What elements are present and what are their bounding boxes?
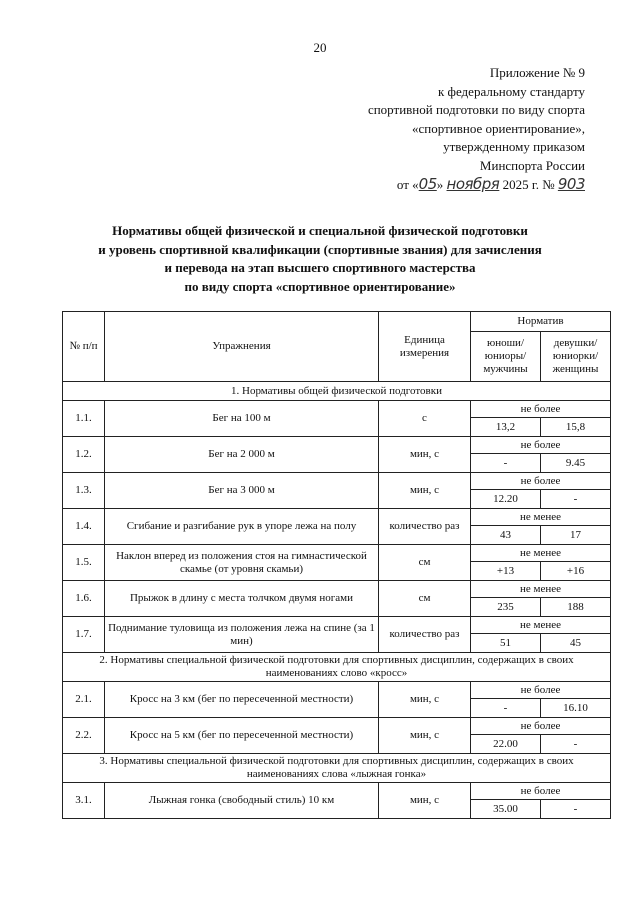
table-row bbox=[63, 545, 611, 562]
male-value: - bbox=[471, 699, 541, 718]
appendix-line: Минспорта России bbox=[479, 157, 585, 173]
order-number-handwritten: 903 bbox=[557, 175, 585, 193]
row-num: 3.1. bbox=[63, 783, 105, 819]
order-month-handwritten: ноября bbox=[446, 175, 500, 193]
norm-label: не более bbox=[471, 473, 611, 490]
section-row bbox=[63, 653, 611, 682]
female-value: 188 bbox=[541, 598, 611, 617]
table-row bbox=[63, 718, 611, 735]
date-prefix: от « bbox=[396, 177, 419, 192]
norm-label: не более bbox=[471, 783, 611, 800]
male-value: 43 bbox=[471, 526, 541, 545]
header-num: № п/п bbox=[63, 312, 105, 382]
row-unit: количество раз bbox=[379, 509, 471, 545]
appendix-line: к федеральному стандарту bbox=[437, 83, 585, 99]
female-value: 16.10 bbox=[541, 699, 611, 718]
section-row bbox=[63, 754, 611, 783]
norm-label: не более bbox=[471, 437, 611, 454]
title-line: и уровень спортивной квалификации (спортивные звания) для зачисления bbox=[98, 241, 542, 257]
appendix-line: утвержденному приказом bbox=[443, 139, 585, 154]
table-row bbox=[63, 783, 611, 800]
header-female: девушки/ юниорки/ женщины bbox=[541, 332, 611, 382]
norm-label: не более bbox=[471, 401, 611, 418]
female-value: +16 bbox=[541, 562, 611, 581]
appendix-header bbox=[285, 64, 585, 195]
appendix-line: «спортивное ориентирование», bbox=[412, 120, 585, 136]
row-exercise: Кросс на 5 км (бег по пересеченной местности) bbox=[105, 718, 379, 754]
row-num: 1.3. bbox=[63, 473, 105, 509]
table-row bbox=[63, 682, 611, 699]
table-row bbox=[63, 509, 611, 526]
norm-label: не менее bbox=[471, 509, 611, 526]
header-row bbox=[63, 312, 611, 332]
norms-table bbox=[62, 311, 611, 819]
table-row bbox=[63, 473, 611, 490]
male-value: 35.00 bbox=[471, 800, 541, 819]
row-num: 1.5. bbox=[63, 545, 105, 581]
male-value: +13 bbox=[471, 562, 541, 581]
norm-label: не более bbox=[471, 718, 611, 735]
table-row bbox=[63, 401, 611, 418]
order-year: 2025 г. № bbox=[502, 177, 555, 192]
female-value: 9.45 bbox=[541, 454, 611, 473]
female-value: - bbox=[541, 735, 611, 754]
row-exercise: Бег на 2 000 м bbox=[105, 437, 379, 473]
row-unit: с bbox=[379, 401, 471, 437]
male-value: 12.20 bbox=[471, 490, 541, 509]
row-num: 2.1. bbox=[63, 682, 105, 718]
appendix-line: спортивной подготовки по виду спорта bbox=[367, 102, 585, 117]
male-value: 235 bbox=[471, 598, 541, 617]
female-value: 15,8 bbox=[541, 418, 611, 437]
header-male: юноши/ юниоры/ мужчины bbox=[471, 332, 541, 382]
male-value: 13,2 bbox=[471, 418, 541, 437]
header-norm: Норматив bbox=[471, 312, 611, 332]
row-exercise: Кросс на 3 км (бег по пересеченной местности) bbox=[105, 682, 379, 718]
date-mid: » bbox=[436, 177, 444, 192]
row-num: 1.1. bbox=[63, 401, 105, 437]
norm-label: не более bbox=[471, 682, 611, 699]
title-line: и перевода на этап высшего спортивного мастерства bbox=[164, 260, 476, 275]
row-unit: мин, с bbox=[379, 783, 471, 819]
title-line: по виду спорта «спортивное ориентирование» bbox=[184, 278, 456, 294]
row-unit: мин, с bbox=[379, 473, 471, 509]
row-num: 1.6. bbox=[63, 581, 105, 617]
row-unit: мин, с bbox=[379, 682, 471, 718]
row-unit: мин, с bbox=[379, 437, 471, 473]
row-exercise: Лыжная гонка (свободный стиль) 10 км bbox=[105, 783, 379, 819]
male-value: 51 bbox=[471, 634, 541, 653]
female-value: 17 bbox=[541, 526, 611, 545]
section-title: 1. Нормативы общей физической подготовки bbox=[63, 382, 611, 401]
page-number: 20 bbox=[313, 40, 327, 55]
row-unit: мин, с bbox=[379, 718, 471, 754]
norm-label: не менее bbox=[471, 545, 611, 562]
row-exercise: Поднимание туловища из положения лежа на спине (за 1 мин) bbox=[105, 617, 379, 653]
row-num: 1.2. bbox=[63, 437, 105, 473]
female-value: - bbox=[541, 800, 611, 819]
row-num: 1.7. bbox=[63, 617, 105, 653]
norm-label: не менее bbox=[471, 617, 611, 634]
female-value: 45 bbox=[541, 634, 611, 653]
table-row bbox=[63, 617, 611, 634]
row-unit: см bbox=[379, 581, 471, 617]
order-day-handwritten: 05 bbox=[418, 175, 437, 193]
table-row bbox=[63, 437, 611, 454]
section-row bbox=[63, 382, 611, 401]
table-row bbox=[63, 581, 611, 598]
document-title bbox=[40, 222, 600, 296]
row-num: 2.2. bbox=[63, 718, 105, 754]
row-exercise: Бег на 3 000 м bbox=[105, 473, 379, 509]
appendix-line: Приложение № 9 bbox=[489, 65, 585, 80]
male-value: - bbox=[471, 454, 541, 473]
section-title: 3. Нормативы специальной физической подготовки для спортивных дисциплин, содержащих в своих наименованиях слова «лыжная гонка» bbox=[63, 754, 611, 783]
header-exercise: Упражнения bbox=[105, 312, 379, 382]
row-exercise: Сгибание и разгибание рук в упоре лежа на полу bbox=[105, 509, 379, 545]
row-exercise: Наклон вперед из положения стоя на гимнастической скамье (от уровня скамьи) bbox=[105, 545, 379, 581]
row-unit: см bbox=[379, 545, 471, 581]
order-date-line bbox=[285, 175, 585, 195]
title-line: Нормативы общей физической и специальной физической подготовки bbox=[112, 223, 528, 238]
row-num: 1.4. bbox=[63, 509, 105, 545]
row-unit: количество раз bbox=[379, 617, 471, 653]
male-value: 22.00 bbox=[471, 735, 541, 754]
section-title: 2. Нормативы специальной физической подготовки для спортивных дисциплин, содержащих в своих наименованиях слово «кросс» bbox=[63, 653, 611, 682]
female-value: - bbox=[541, 490, 611, 509]
header-unit: Единица измерения bbox=[379, 312, 471, 382]
row-exercise: Прыжок в длину с места толчком двумя ногами bbox=[105, 581, 379, 617]
norm-label: не менее bbox=[471, 581, 611, 598]
row-exercise: Бег на 100 м bbox=[105, 401, 379, 437]
